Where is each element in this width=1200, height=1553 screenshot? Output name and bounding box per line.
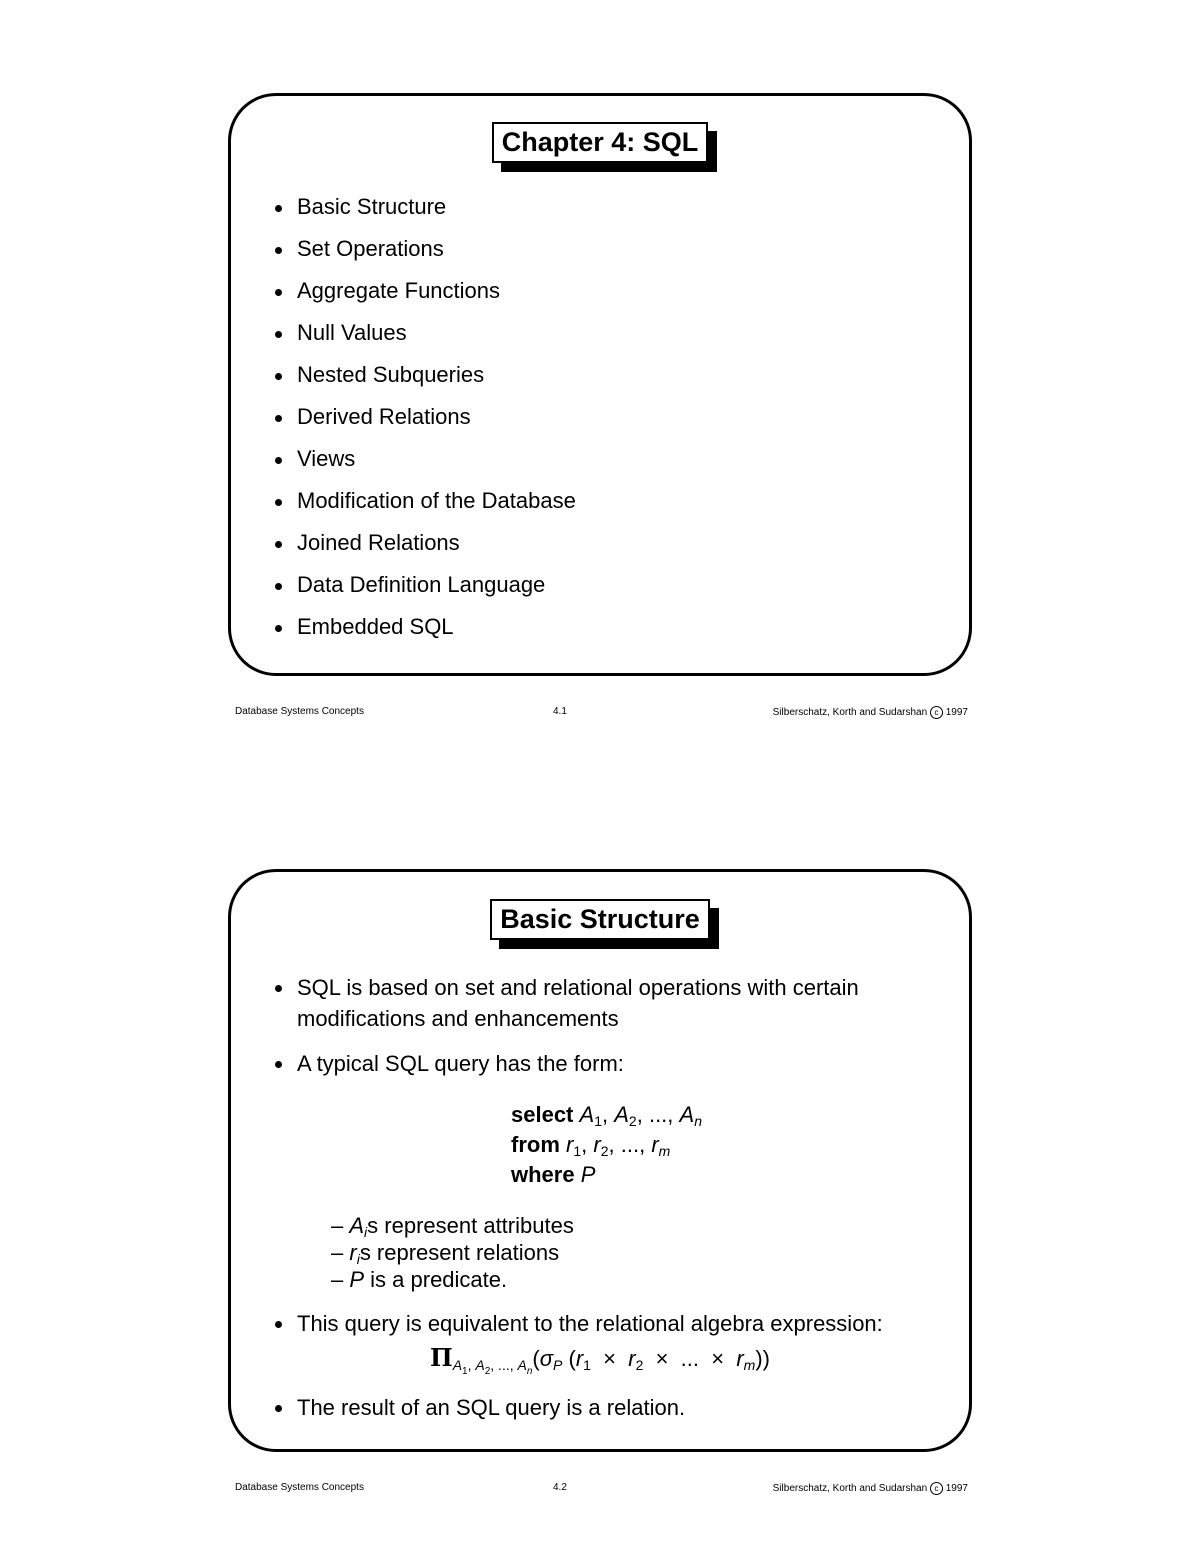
list-item: Embedded SQL (275, 612, 929, 654)
bullet-text: SQL is based on set and relational operations with certain modifications and enhancements (297, 975, 859, 1031)
copyright-icon: c (930, 706, 943, 719)
footer-book-title: Database Systems Concepts (235, 706, 364, 717)
bullet-icon (275, 457, 282, 464)
bullet-icon (275, 1321, 282, 1328)
bullet-text: This query is equivalent to the relational algebra expression: (297, 1311, 883, 1336)
bullet-icon (275, 289, 282, 296)
bullet-icon (275, 625, 282, 632)
list-item: Joined Relations (275, 528, 929, 570)
footer-book-title: Database Systems Concepts (235, 1482, 364, 1493)
bullet-icon (275, 205, 282, 212)
bullet-icon (275, 1061, 282, 1068)
bullet-icon (275, 247, 282, 254)
footer-page-number: 4.2 (553, 1482, 567, 1493)
where-clause: where P (511, 1162, 596, 1187)
bullet-icon (275, 415, 282, 422)
bullet-icon (275, 583, 282, 590)
list-item: Aggregate Functions (275, 276, 929, 318)
bullet-icon (275, 331, 282, 338)
bullet-icon (275, 373, 282, 380)
list-item: Views (275, 444, 929, 486)
bullet-icon (275, 1405, 282, 1412)
list-item: Null Values (275, 318, 929, 360)
footer-page-number: 4.1 (553, 706, 567, 717)
sql-query-form (511, 1100, 702, 1190)
from-clause: from $r_1$, $r_2$, ..., $r_m$ (511, 1132, 671, 1159)
slide-basic-structure (228, 869, 972, 1452)
list-item: Basic Structure (275, 192, 929, 234)
bullet-icon (275, 499, 282, 506)
list-item: Nested Subqueries (275, 360, 929, 402)
slide-title: Basic Structure (490, 899, 710, 940)
slide-title: Chapter 4: SQL (492, 122, 709, 163)
bullet-text: A typical SQL query has the form: (297, 1051, 624, 1076)
select-clause: select $A_1$, $A_2$, ..., $A_n$ (511, 1102, 703, 1129)
list-item: – P is a predicate. (331, 1267, 508, 1292)
query-notes (331, 1212, 574, 1293)
relational-algebra-expression: $\Pi_{A_1, A_2, ..., A_n}(\sigma_P$ ($r_1 \times r_2$ × ... × $r_m$)) (430, 1343, 770, 1377)
list-item: Derived Relations (275, 402, 929, 444)
footer-credits: Silberschatz, Korth and Sudarshan c 1997 (772, 707, 968, 719)
topic-list (275, 192, 929, 654)
bullet-icon (275, 985, 282, 992)
copyright-icon: c (930, 1482, 943, 1495)
list-item: – $A_is$ represent attributes (331, 1213, 574, 1240)
list-item: Modification of the Database (275, 486, 929, 528)
bullet-text: The result of an SQL query is a relation. (297, 1395, 686, 1420)
bullet-icon (275, 541, 282, 548)
list-item: – $r_is$ represent relations (331, 1240, 560, 1267)
footer-credits: Silberschatz, Korth and Sudarshan c 1997 (772, 1483, 968, 1495)
slide-chapter-4 (228, 93, 972, 676)
list-item: Data Definition Language (275, 570, 929, 612)
list-item: Set Operations (275, 234, 929, 276)
